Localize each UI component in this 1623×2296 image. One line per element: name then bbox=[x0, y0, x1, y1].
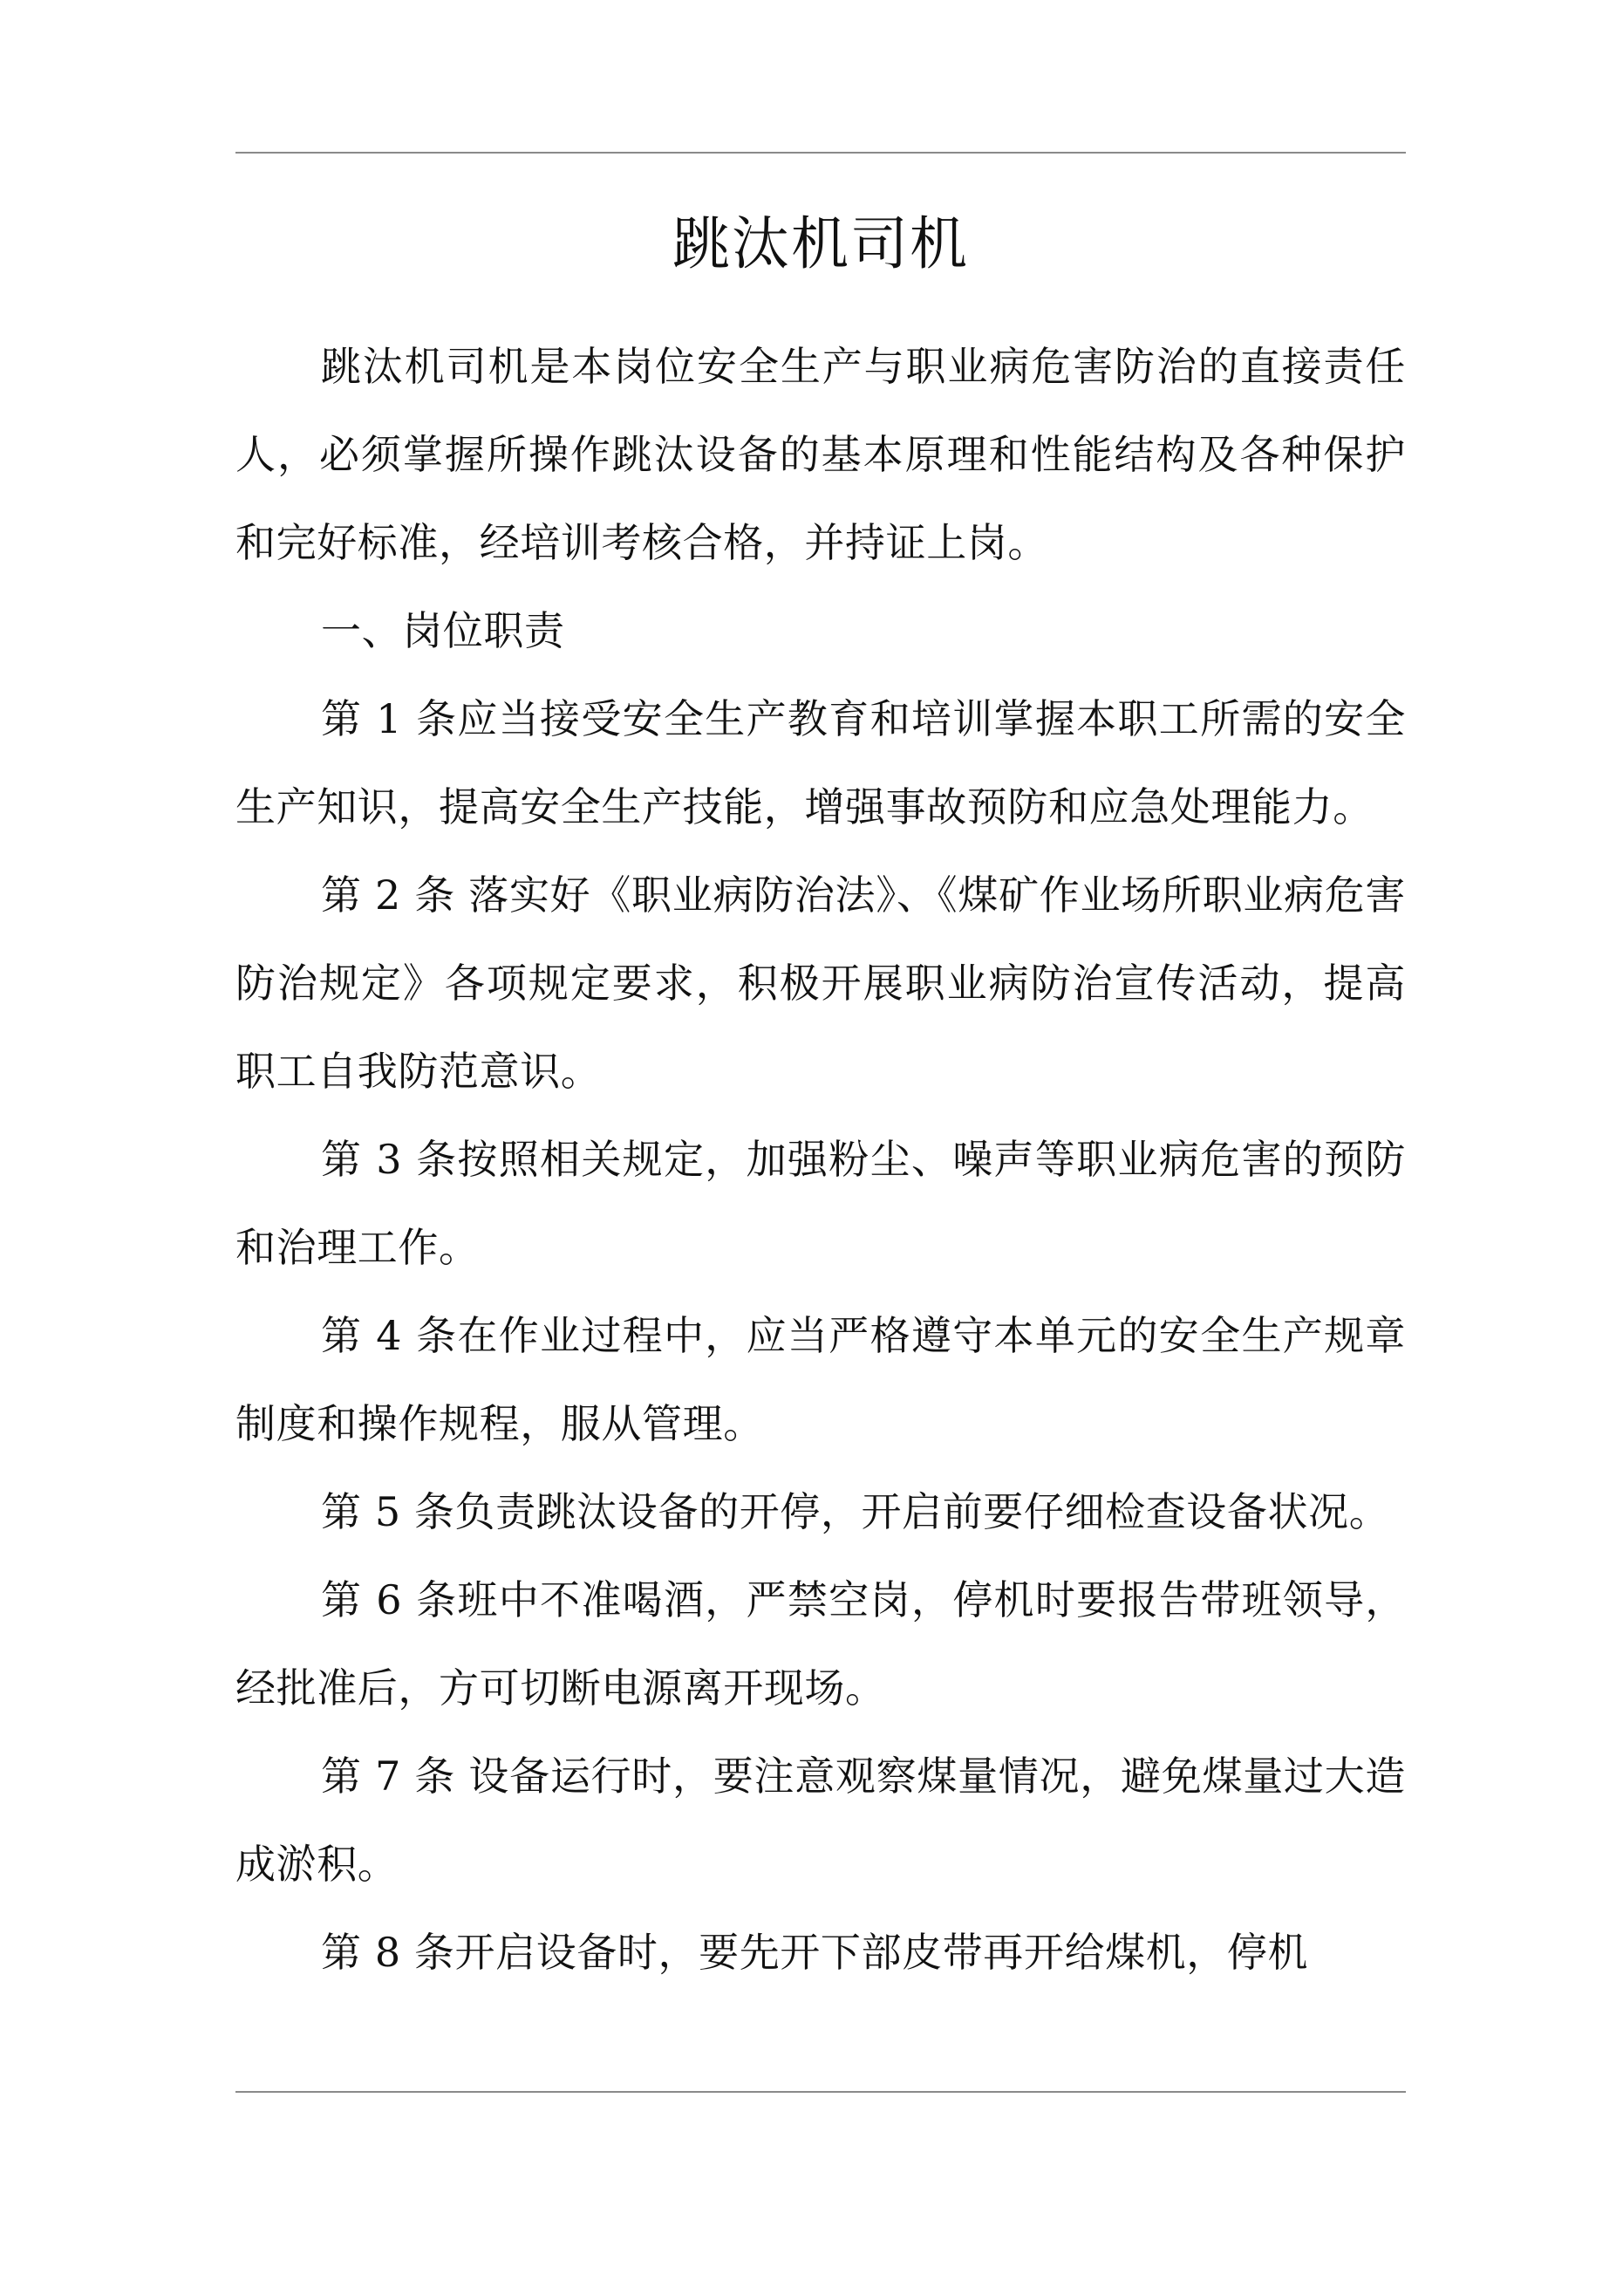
paragraph-article-1: 第 1 条应当接受安全生产教育和培训掌握本职工所需的安全生产知识，提高安全生产技能，增强事故预防和应急处理能力。 bbox=[235, 695, 1406, 830]
section-heading: 一、岗位职责 bbox=[321, 607, 565, 654]
paragraph-article-8: 第 8 条开启设备时，要先开下部皮带再开给煤机，停机 bbox=[321, 1929, 1309, 1976]
document-title: 跳汰机司机 bbox=[672, 210, 969, 277]
header-rule bbox=[235, 152, 1406, 154]
paragraph-article-5: 第 5 条负责跳汰设备的开停，开启前要仔细检查设备状况。 bbox=[321, 1488, 1390, 1535]
paragraph-article-2: 第 2 条 落实好《职业病防治法》、《煤矿作业场所职业病危害防治规定》各项规定要求，积极开展职业病防治宣传活动，提高职工自我防范意识。 bbox=[235, 871, 1406, 1095]
footer-rule bbox=[235, 2091, 1406, 2093]
paragraph-intro: 跳汰机司机是本岗位安全生产与职业病危害防治的直接责任人，必须掌握所操作跳汰设备的基本原理和性能结构及各种保护和完好标准，经培训考核合格，并持证上岗。 bbox=[235, 343, 1406, 566]
paragraph-article-3: 第 3 条按照相关规定，加强粉尘、噪声等职业病危害的预防和治理工作。 bbox=[235, 1136, 1406, 1271]
paragraph-article-4: 第 4 条在作业过程中，应当严格遵守本单元的安全生产规章制度和操作规程，服从管理。 bbox=[235, 1312, 1406, 1447]
document-body bbox=[235, 323, 1406, 1997]
paragraph-article-7: 第 7 条 设备运行时，要注意观察煤量情况，避免煤量过大造成淤积。 bbox=[235, 1753, 1406, 1888]
paragraph-article-6: 第 6 条班中不准喝酒，严禁空岗，停机时要报告带班领导，经批准后，方可切断电源离开现场。 bbox=[235, 1576, 1406, 1712]
